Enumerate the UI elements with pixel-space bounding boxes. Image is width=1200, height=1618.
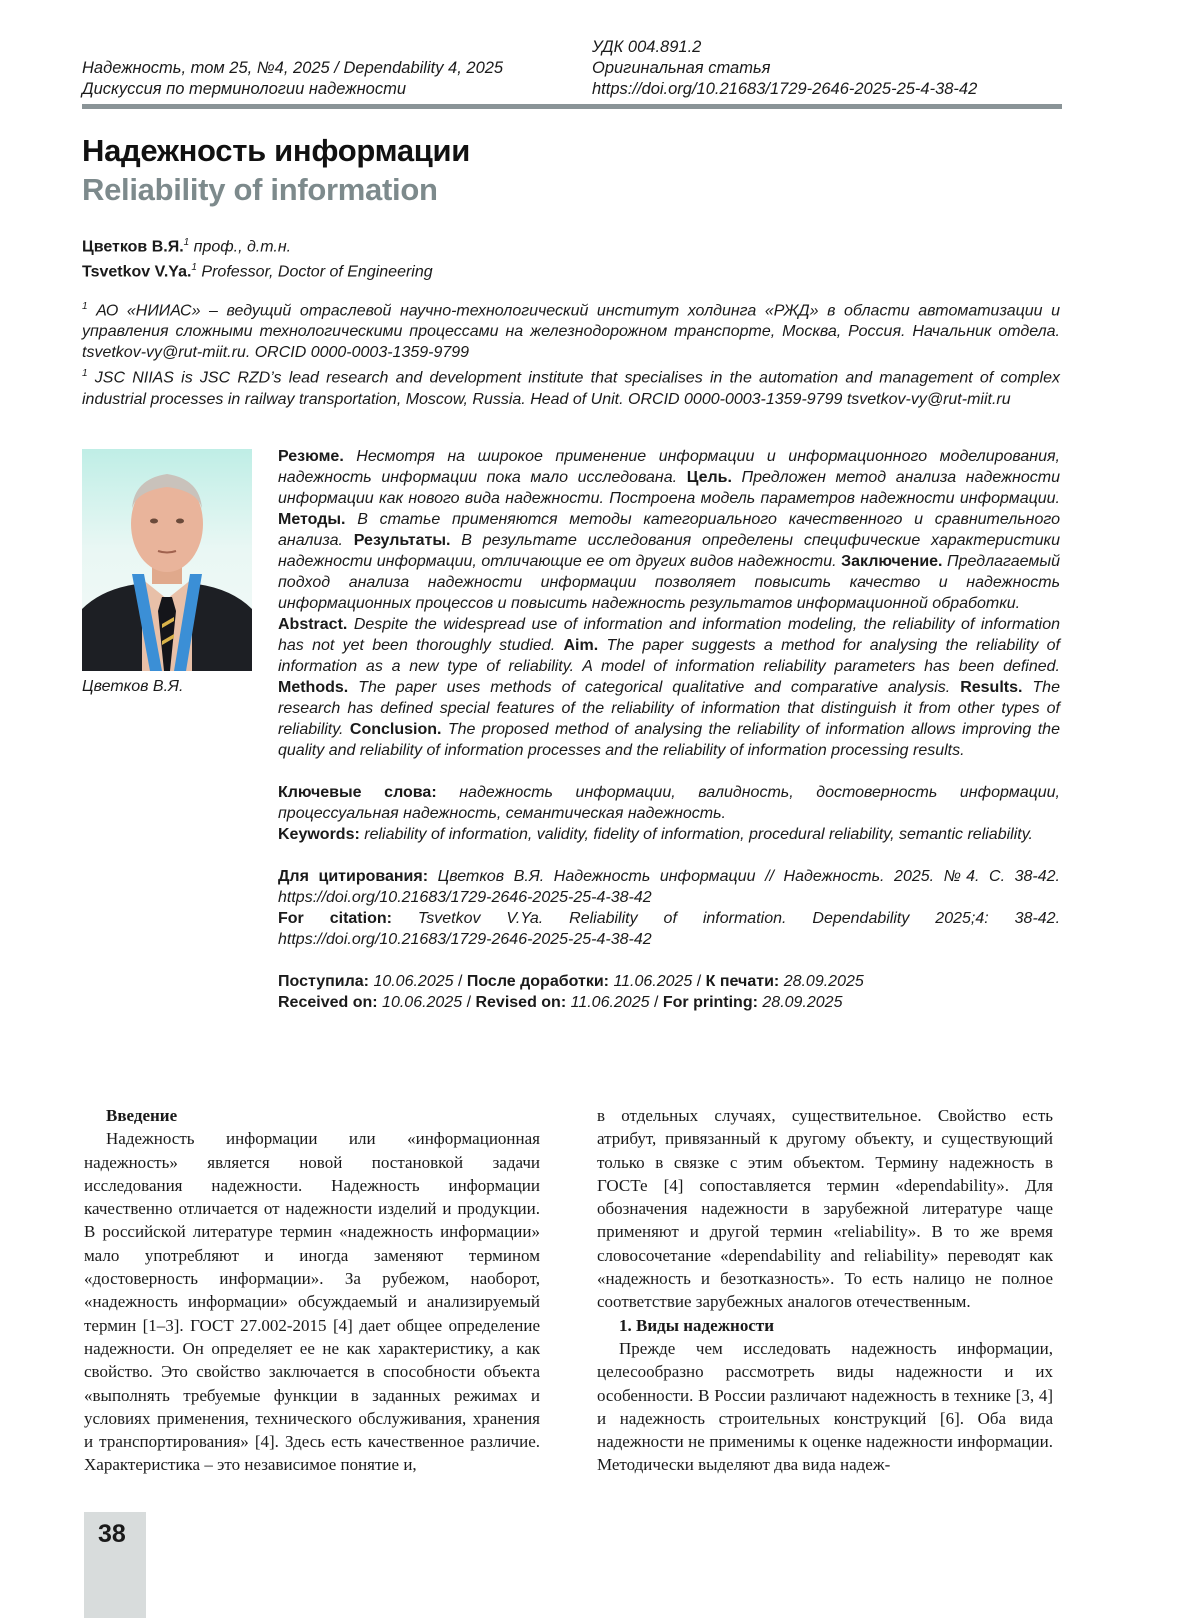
author-degree: Professor, Doctor of Engineering xyxy=(201,263,433,281)
methods-label: Методы. xyxy=(278,511,346,528)
print-label: К печати: xyxy=(705,973,780,990)
received-label: Received on: xyxy=(278,994,378,1011)
author-sup: 1 xyxy=(191,262,197,274)
author-sup: 1 xyxy=(183,237,190,248)
received-date: 10.06.2025 xyxy=(373,973,454,990)
conclusion-text: Предлагаемый подход анализа надежности информации позволяет повысить качество и надежность информационных процессов и повысить надежность результатов информационной обработки. xyxy=(278,553,1060,612)
affiliation-text: JSC NIIAS is JSC RZD’s lead research and development institute that specialises in the automation and management of complex industrial processes in railway transportation, Moscow, Russia. Head of Unit. ORCID 0000-0003-1359-9799 tsvetkov-vy@rut-miit.ru xyxy=(82,369,1060,408)
page-number: 38 xyxy=(98,1520,126,1548)
separator: / xyxy=(649,994,663,1011)
header-divider xyxy=(82,104,1062,109)
udc-code: УДК 004.891.2 xyxy=(592,38,702,56)
intro-heading: Введение xyxy=(106,1106,178,1125)
section-line: Дискуссия по терминологии надежности xyxy=(82,80,406,98)
doi-link[interactable]: https://doi.org/10.21683/1729-2646-2025-25-4-38-42 xyxy=(592,80,978,98)
results-label: Results. xyxy=(960,679,1023,696)
citation-text: Цветков В.Я. Надежность информации // Надежность. 2025. №4. С. 38-42. https://doi.org/10.21683/1729-2646-2025-25-4-38-42 xyxy=(278,868,1061,906)
citation-text: Tsvetkov V.Ya. Reliability of information. Dependability 2025;4: 38-42. https://doi.org/10.21683/1729-2646-2025-25-4-38-42 xyxy=(278,910,1061,948)
authors-block xyxy=(82,232,433,283)
results-text: The research has defined special features of the reliability of information that distinguish it from other types of reliability. xyxy=(278,679,1060,738)
separator: / xyxy=(453,973,467,990)
abstract-english xyxy=(278,614,1060,761)
separator: / xyxy=(692,973,706,990)
results-text: В результате исследования определены специфические характеристики надежности информации, отличающие ее от других видов надежности. xyxy=(278,532,1060,570)
methods-text: The paper uses methods of categorical qualitative and comparative analysis. xyxy=(358,679,951,696)
continued-paragraph: в отдельных случаях, существительное. Свойство есть атрибут, привязанный к другому объекту, и существующий только в связке с этим объектом. Термину надежность в ГОСТе [4] сопоставляется термин «dependability». Для обозначения надежности в зарубежной литературе чаще применяют и другой термин «reliability». В то же время словосочетание «dependability and reliability» переводят как «надежность и безотказность». То есть налицо не полное соответствие зарубежных аналогов отечественным. xyxy=(597,1106,1053,1312)
print-date: 28.09.2025 xyxy=(762,994,843,1011)
revised-label: После доработки: xyxy=(466,973,609,990)
conclusion-label: Заключение. xyxy=(841,553,943,570)
dates-russian xyxy=(278,971,1060,992)
author-en xyxy=(82,257,433,282)
author-portrait-illustration xyxy=(82,449,252,671)
keywords-label: Keywords: xyxy=(278,826,360,843)
author-photo xyxy=(82,449,252,671)
aim-text: Предложен метод анализа надежности информации как нового вида надежности. Построена модель параметров надежности информации. xyxy=(278,469,1061,507)
affiliation-en xyxy=(82,363,1060,409)
revised-date: 11.06.2025 xyxy=(570,994,650,1011)
keywords-english xyxy=(278,824,1060,845)
abstract-text: Despite the widespread use of information and information modeling, the reliability of information has not yet been thoroughly studied. xyxy=(278,616,1060,654)
keywords-text: reliability of information, validity, fidelity of information, procedural reliability, semantic reliability. xyxy=(364,826,1033,843)
citation-label: Для цитирования: xyxy=(278,868,429,885)
conclusion-text: The proposed method of analysing the reliability of information allows improving the quality and reliability of information processes and the reliability of information processing results. xyxy=(278,721,1060,759)
keywords-russian xyxy=(278,782,1060,824)
received-label: Поступила: xyxy=(278,973,369,990)
print-label: For printing: xyxy=(662,994,758,1011)
conclusion-label: Conclusion. xyxy=(349,721,442,738)
body-column-right xyxy=(597,1104,1053,1477)
methods-label: Methods. xyxy=(278,679,349,696)
abstract-label: Abstract. xyxy=(278,616,348,633)
aim-label: Цель. xyxy=(686,469,732,486)
methods-text: В статье применяются методы категориального качественного и сравнительного анализа. xyxy=(278,511,1060,549)
abstract-label: Резюме. xyxy=(278,448,344,465)
intro-paragraph: Надежность информации или «информационная надежность» является новой постановкой задачи исследования надежности. Надежность информации качественно отличается от надежности изделий и продукции. В российской литературе термин «надежность информации» мало употребляют и иногда заменяют термином «достоверность информации». За рубежом, наоборот, «надежность информации» обсуждаемый и анализируемый термин [1–3]. ГОСТ 27.002-2015 [4] дает общее определение надежности. Он определяет ее не как характеристику, а как свойство. Это свойство заключается в способности объекта «выполнять требуемые функции в заданных режимах и условиях применения, технического обслуживания, хранения и транспортирования» [4]. Здесь есть качественное различие. Характеристика – это независимое понятие и, xyxy=(84,1129,540,1475)
citation-russian xyxy=(278,866,1060,908)
results-label: Результаты. xyxy=(353,532,451,549)
author-name: Tsvetkov V.Ya. xyxy=(82,263,192,281)
journal-header-left xyxy=(82,58,572,100)
keywords-label: Ключевые слова: xyxy=(278,784,437,801)
abstract-russian xyxy=(278,446,1060,614)
revised-label: Revised on: xyxy=(475,994,567,1011)
abstract-block xyxy=(278,446,1060,1013)
affiliations xyxy=(82,296,1060,410)
section1-heading: 1. Виды надежности xyxy=(619,1315,775,1335)
title-english: Reliability of information xyxy=(82,172,438,207)
keywords-text: надежность информации, валидность, достоверность информации, процессуальная надежность, семантическая надежность. xyxy=(278,784,1060,822)
received-date: 10.06.2025 xyxy=(382,994,463,1011)
author-ru xyxy=(82,232,433,257)
journal-header-right xyxy=(592,37,1072,100)
abstract-text: Несмотря на широкое применение информации и информационного моделирования, надежность информации пока мало исследована. xyxy=(278,448,1060,486)
affiliation-text: АО «НИИАС» – ведущий отраслевой научно-технологический институт холдинга «РЖД» в области автоматизации и управления сложными технологическими процессами на железнодорожном транспорте, Москва, Россия. Начальник отдела. tsvetkov-vy@rut-miit.ru. ORCID 0000-0003-1359-9799 xyxy=(82,302,1060,362)
article-type: Оригинальная статья xyxy=(592,59,771,77)
aim-label: Aim. xyxy=(563,637,599,654)
print-date: 28.09.2025 xyxy=(783,973,864,990)
citation-english xyxy=(278,908,1060,950)
separator: / xyxy=(462,994,476,1011)
journal-line: Надежность, том 25, №4, 2025 / Dependability 4, 2025 xyxy=(82,59,504,77)
title-russian: Надежность информации xyxy=(82,133,471,168)
dates-english xyxy=(278,992,1060,1013)
section1-paragraph: Прежде чем исследовать надежность информации, целесообразно рассмотреть виды надежности и их особенности. В России различают надежность в технике [3, 4] и надежность строительных конструкций [6]. Оба вида надежности не применимы к оценке надежности информации. Методически выделяют два вида надеж- xyxy=(597,1338,1053,1475)
photo-caption: Цветков В.Я. xyxy=(82,678,184,695)
affiliation-sup: 1 xyxy=(82,301,88,312)
affiliation-sup: 1 xyxy=(82,368,88,380)
revised-date: 11.06.2025 xyxy=(613,973,693,990)
affiliation-ru xyxy=(82,296,1060,363)
citation-label: For citation: xyxy=(278,910,392,927)
aim-text: The paper suggests a method for analysing the reliability of information as a new type of reliability. A model of information reliability parameters has been defined. xyxy=(278,637,1060,675)
body-column-left xyxy=(84,1104,540,1477)
author-degree: проф., д.т.н. xyxy=(193,238,292,256)
author-name: Цветков В.Я. xyxy=(82,238,184,256)
